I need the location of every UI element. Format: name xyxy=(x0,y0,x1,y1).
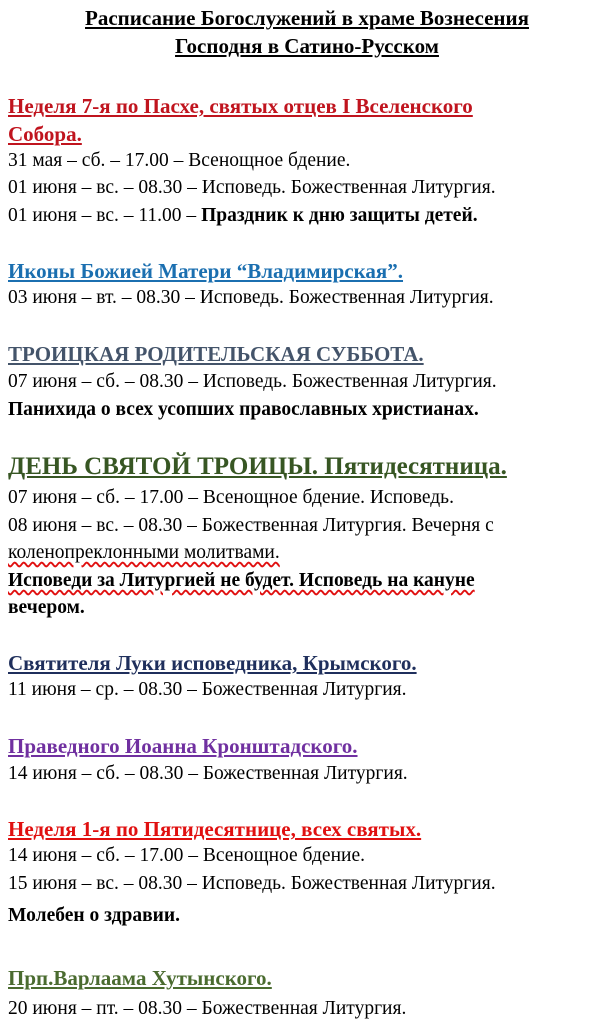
service-line: 31 мая – сб. – 17.00 – Всенощное бдение. xyxy=(8,150,351,171)
service-note: Панихида о всех усопших православных христианах. xyxy=(8,399,479,420)
event-note: Праздник к дню защиты детей. xyxy=(201,205,478,226)
section-3-heading: ТРОИЦКАЯ РОДИТЕЛЬСКАЯ СУББОТА. xyxy=(8,342,424,366)
service-line xyxy=(8,203,478,229)
service-line: 14 июня – сб. – 08.30 – Божественная Литургия. xyxy=(8,763,408,784)
section-5-heading: Святителя Луки исповедника, Крымского. xyxy=(8,651,417,675)
service-line: 01 июня – вс. – 08.30 – Исповедь. Божественная Литургия. xyxy=(8,177,496,198)
section-2-heading: Иконы Божией Матери “Владимирская”. xyxy=(8,259,404,283)
service-line: 07 июня – сб. – 08.30 – Исповедь. Божественная Литургия. xyxy=(8,371,497,392)
service-note-cont: вечером. xyxy=(8,597,85,618)
service-note: Молебен о здравии. xyxy=(8,905,180,926)
page-title-line-2: Господня в Сатино-Русском xyxy=(175,34,439,58)
section-8-heading: Прп.Варлаама Хутынского. xyxy=(8,966,272,990)
service-line: 15 июня – вс. – 08.30 – Исповедь. Божественная Литургия. xyxy=(8,873,496,894)
service-line: 11 июня – ср. – 08.30 – Божественная Литургия. xyxy=(8,679,407,700)
service-line: 03 июня – вт. – 08.30 – Исповедь. Божественная Литургия. xyxy=(8,287,494,308)
section-1-heading-cont: Собора. xyxy=(8,122,82,146)
section-7-heading: Неделя 1-я по Пятидесятнице, всех святых. xyxy=(8,817,422,841)
service-line-cont: коленопреклонными молитвами. xyxy=(8,542,280,563)
section-1-heading: Неделя 7-я по Пасхе, святых отцев I Вселенского xyxy=(8,94,473,118)
service-line: 08 июня – вс. – 08.30 – Божественная Литургия. Вечерня с xyxy=(8,515,494,536)
service-note: Исповеди за Литургией не будет. Исповедь на кануне xyxy=(8,570,475,591)
page-title-line-1: Расписание Богослужений в храме Вознесения xyxy=(85,6,529,30)
section-4-heading: ДЕНЬ СВЯТОЙ ТРОИЦЫ. Пятидесятница. xyxy=(8,453,507,480)
section-6-heading: Праведного Иоанна Кронштадского. xyxy=(8,734,358,758)
service-time: 01 июня – вс. – 11.00 – xyxy=(8,205,202,226)
service-line: 07 июня – сб. – 17.00 – Всенощное бдение. Исповедь. xyxy=(8,487,454,508)
service-line: 20 июня – пт. – 08.30 – Божественная Литургия. xyxy=(8,998,407,1019)
service-line: 14 июня – сб. – 17.00 – Всенощное бдение. xyxy=(8,845,365,866)
